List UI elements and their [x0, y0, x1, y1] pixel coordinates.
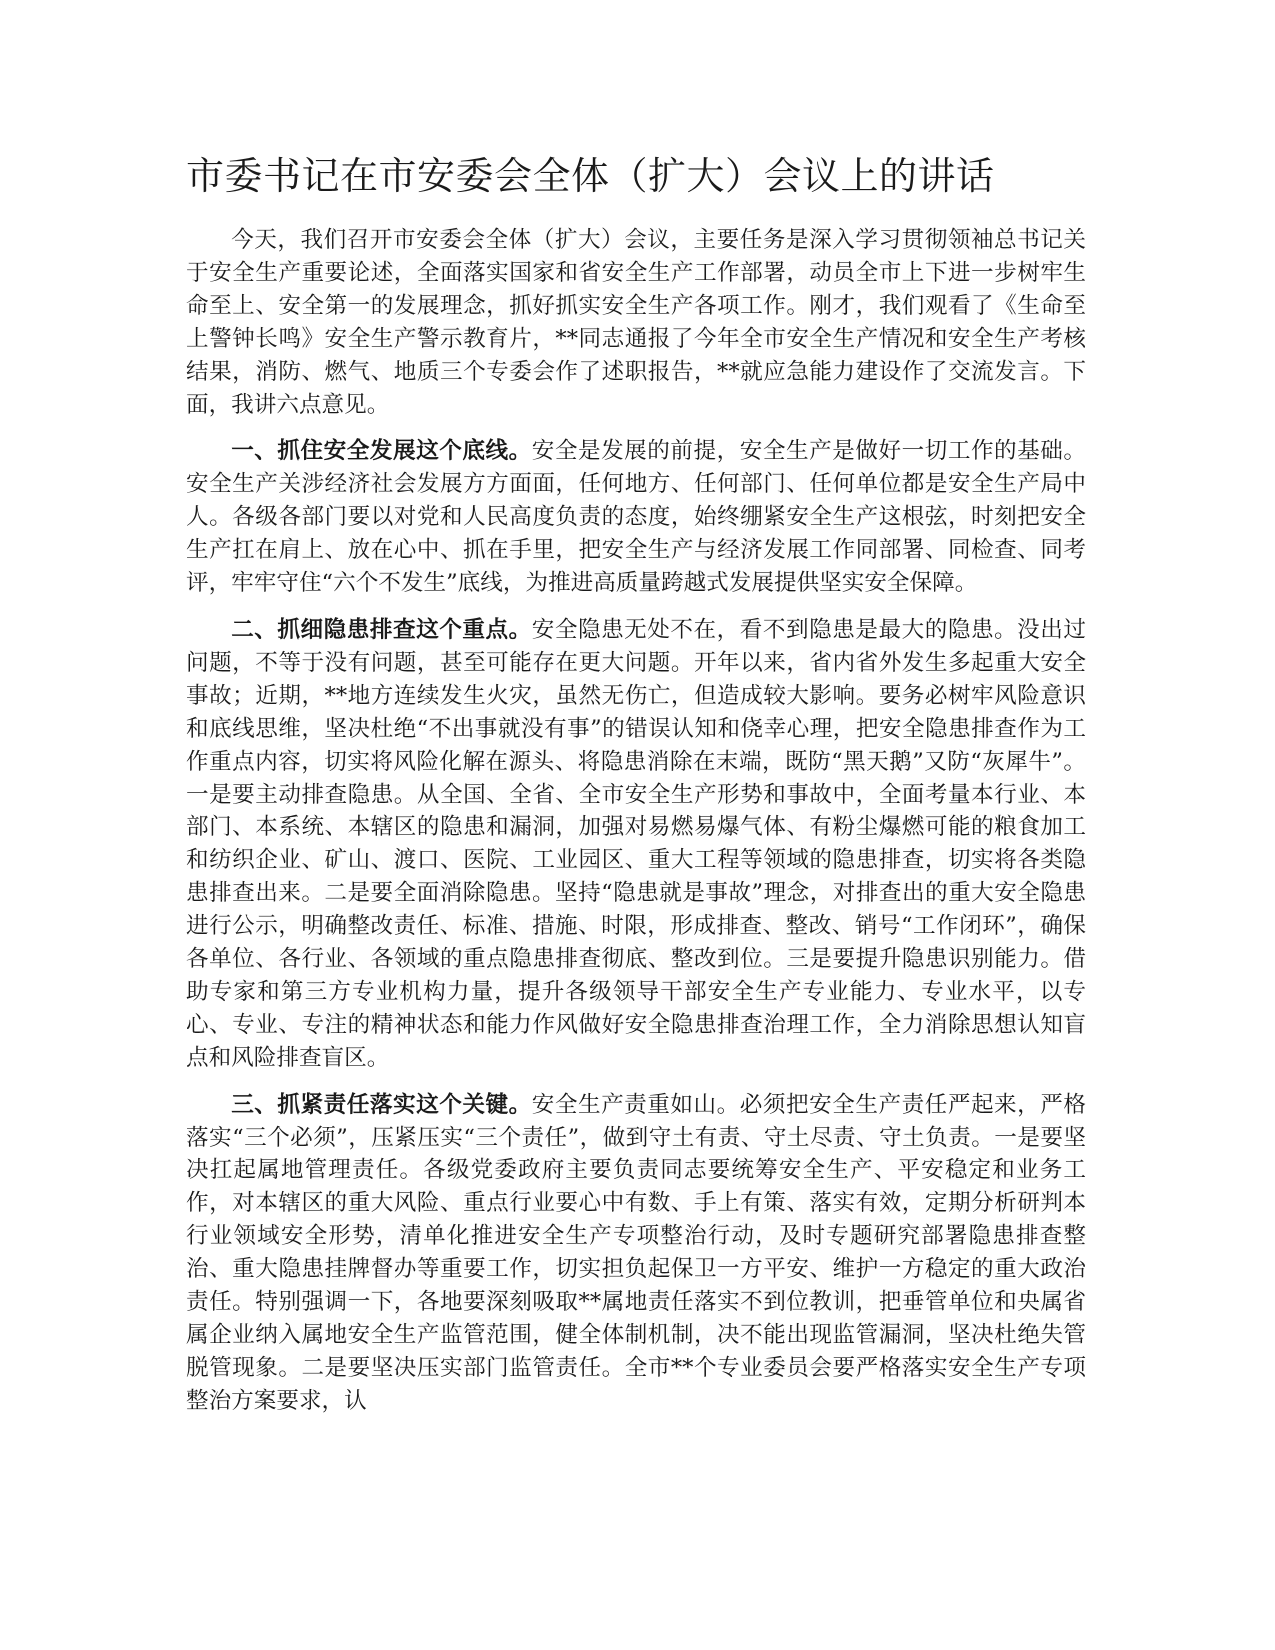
paragraph-body: 安全隐患无处不在，看不到隐患是最大的隐患。没出过问题，不等于没有问题，甚至可能存在更大问题。开年以来，省内省外发生多起重大安全事故；近期，**地方连续发生火灾，虽然无伤亡，但造成较大影响。要务必树牢风险意识和底线思维，坚决杜绝“不出事就没有事”的错误认知和侥幸心理，把安全隐患排查作为工作重点内容，切实将风险化解在源头、将隐患消除在末端，既防“黑天鹅”又防“灰犀牛”。一是要主动排查隐患。从全国、全省、全市安全生产形势和事故中，全面考量本行业、本部门、本系统、本辖区的隐患和漏洞，加强对易燃易爆气体、有粉尘爆燃可能的粮食加工和纺织企业、矿山、渡口、医院、工业园区、重大工程等领域的隐患排查，切实将各类隐患排查出来。二是要全面消除隐患。坚持“隐患就是事故”理念，对排查出的重大安全隐患进行公示，明确整改责任、标准、措施、时限，形成排查、整改、销号“工作闭环”，确保各单位、各行业、各领域的重点隐患排查彻底、整改到位。三是要提升隐患识别能力。借助专家和第三方专业机构力量，提升各级领导干部安全生产专业能力、专业水平，以专心、专业、专注的精神状态和能力作风做好安全隐患排查治理工作，全力消除思想认知盲点和风险排查盲区。	[186, 616, 1087, 1071]
section-heading: 一、抓住安全发展这个底线。	[231, 438, 532, 465]
paragraph-intro	[186, 224, 1086, 421]
document-page	[186, 148, 1086, 1432]
paragraph-body: 今天，我们召开市安委会全体（扩大）会议，主要任务是深入学习贯彻领袖总书记关于安全生产重要论述，全面落实国家和省安全生产工作部署，动员全市上下进一步树牢生命至上、安全第一的发展理念，抓好抓实安全生产各项工作。刚才，我们观看了《生命至上警钟长鸣》安全生产警示教育片，**同志通报了今年全市安全生产情况和安全生产考核结果，消防、燃气、地质三个专委会作了述职报告，**就应急能力建设作了交流发言。下面，我讲六点意见。	[186, 227, 1086, 418]
paragraph-section-2	[186, 614, 1086, 1075]
paragraph-section-1	[186, 435, 1086, 600]
section-heading: 二、抓细隐患排查这个重点。	[231, 616, 532, 643]
paragraph-section-3	[186, 1089, 1086, 1418]
section-heading: 三、抓紧责任落实这个关键。	[231, 1091, 532, 1118]
paragraph-body: 安全生产责重如山。必须把安全生产责任严起来，严格落实“三个必须”，压紧压实“三个责任”，做到守土有责、守土尽责、守土负责。一是要坚决扛起属地管理责任。各级党委政府主要负责同志要统筹安全生产、平安稳定和业务工作，对本辖区的重大风险、重点行业要心中有数、手上有策、落实有效，定期分析研判本行业领域安全形势，清单化推进安全生产专项整治行动，及时专题研究部署隐患排查整治、重大隐患挂牌督办等重要工作，切实担负起保卫一方平安、维护一方稳定的重大政治责任。特别强调一下，各地要深刻吸取**属地责任落实不到位教训，把垂管单位和央属省属企业纳入属地安全生产监管范围，健全体制机制，决不能出现监管漏洞，坚决杜绝失管脱管现象。二是要坚决压实部门监管责任。全市**个专业委员会要严格落实安全生产专项整治方案要求，认	[186, 1091, 1087, 1414]
document-title: 市委书记在市安委会全体（扩大）会议上的讲话	[186, 154, 995, 198]
paragraph-body: 安全是发展的前提，安全生产是做好一切工作的基础。安全生产关涉经济社会发展方方面面，任何地方、任何部门、任何单位都是安全生产局中人。各级各部门要以对党和人民高度负责的态度，始终绷紧安全生产这根弦，时刻把安全生产扛在肩上、放在心中、抓在手里，把安全生产与经济发展工作同部署、同检查、同考评，牢牢守住“六个不发生”底线，为推进高质量跨越式发展提供坚实安全保障。	[186, 438, 1087, 597]
